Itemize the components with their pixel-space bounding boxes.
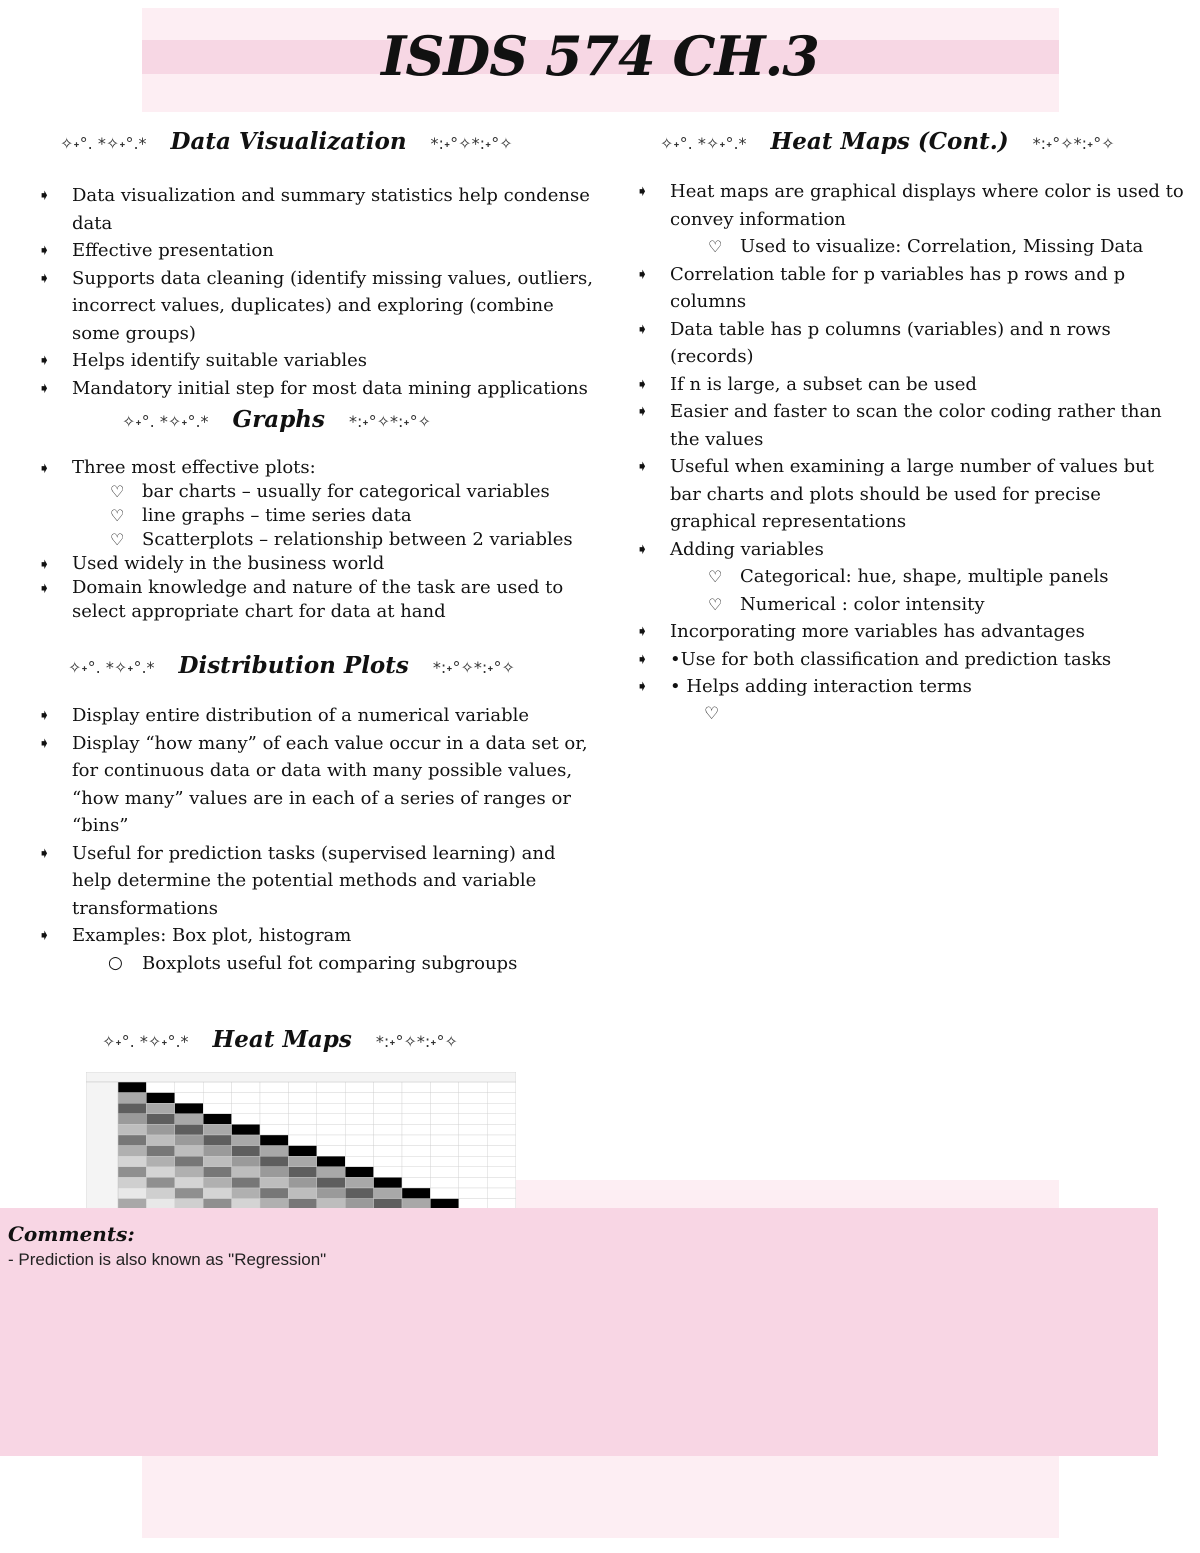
list-item: ➧ Mandatory initial step for most data mining applications: [38, 375, 598, 403]
decor-left: ✧˖°. *✧˖°.*: [660, 134, 747, 153]
heading-distribution-plots: [68, 652, 515, 679]
heatmap-cell: [118, 1124, 146, 1135]
heatmap-cell: [288, 1135, 316, 1146]
heatmap-cell: [232, 1103, 260, 1114]
heatmap-cell: [232, 1082, 260, 1093]
heatmap-cell: [487, 1177, 515, 1188]
heatmap-cell: [146, 1188, 174, 1199]
heatmap-cell: [402, 1124, 430, 1135]
heatmap-cell: [203, 1124, 231, 1135]
heatmap-cell: [175, 1135, 203, 1146]
heatmap-cell: [118, 1114, 146, 1125]
section-title: Data Visualization: [170, 128, 407, 155]
arrow-bullet-icon: ➧: [636, 182, 649, 200]
heatmap-cell: [430, 1114, 458, 1125]
heatmap-cell: [317, 1188, 345, 1199]
heatmap-cell: [430, 1156, 458, 1167]
comments-text: - Prediction is also known as "Regression": [8, 1250, 327, 1269]
heatmap-cell: [345, 1177, 373, 1188]
heatmap-cell: [146, 1114, 174, 1125]
heatmap-cell: [203, 1103, 231, 1114]
arrow-bullet-icon: ➧: [38, 351, 51, 369]
list-item: ➧ Display “how many” of each value occur in a data set or, for continuous data or data with many possible values, “how many” values are in each of a series of ranges or “bins”: [38, 730, 588, 840]
graphs-list: [38, 456, 608, 624]
heatmap-cell: [146, 1082, 174, 1093]
heatmap-cell: [203, 1082, 231, 1093]
heatmap-cell: [430, 1082, 458, 1093]
heatmap-cell: [118, 1156, 146, 1167]
decor-right: *:˖°✧*:˖°✧: [1032, 134, 1115, 153]
heatmap-cell: [402, 1177, 430, 1188]
list-item: ♡ Categorical: hue, shape, multiple panels: [636, 563, 1184, 591]
heatmap-cell: [260, 1114, 288, 1125]
heatmap-diagonal-cell: [317, 1156, 345, 1167]
heatmap-cell: [430, 1124, 458, 1135]
heading-heat-maps-cont: [660, 128, 1115, 155]
heatmap-cell: [345, 1124, 373, 1135]
heatmap-cell: [374, 1114, 402, 1125]
heatmap-cell: [288, 1177, 316, 1188]
heatmap-header-row: [86, 1072, 516, 1082]
heatmap-cell: [203, 1188, 231, 1199]
section-title: Heat Maps: [212, 1026, 352, 1053]
arrow-bullet-icon: ➧: [38, 378, 51, 397]
heatmap-cell: [402, 1135, 430, 1146]
decor-left: ✧˖°. *✧˖°.*: [68, 658, 155, 677]
heatmap-cell: [402, 1156, 430, 1167]
section-title: Heat Maps (Cont.): [770, 128, 1009, 155]
list-item: ➧ Helps identify suitable variables: [38, 347, 598, 375]
heatmap-cell: [260, 1167, 288, 1178]
list-item: ➧ Useful for prediction tasks (supervised learning) and help determine the potential methods and variable transformations: [38, 840, 588, 923]
heatmap-cell: [175, 1082, 203, 1093]
list-item: ➧ Useful when examining a large number of values but bar charts and plots should be used for precise graphical representations: [636, 453, 1184, 536]
heatmap-cell: [260, 1082, 288, 1093]
heatmap-diagonal-cell: [175, 1103, 203, 1114]
heatmap-cell: [317, 1146, 345, 1157]
heatmap-cell: [288, 1167, 316, 1178]
list-item: ♡ line graphs – time series data: [110, 505, 412, 526]
arrow-bullet-icon: ➧: [38, 555, 51, 573]
arrow-bullet-icon: ➧: [38, 706, 51, 724]
heatmap-cell: [232, 1167, 260, 1178]
list-item: ➧ Domain knowledge and nature of the task are used to select appropriate chart for data at hand: [38, 577, 564, 622]
list-item: ➧ If n is large, a subset can be used: [636, 371, 1184, 399]
heatmap-diagonal-cell: [118, 1082, 146, 1093]
section-title: Graphs: [232, 406, 325, 433]
heatmap-cell: [487, 1114, 515, 1125]
heatmap-cell: [203, 1093, 231, 1104]
heatmap-cell: [317, 1167, 345, 1178]
heatmap-diagonal-cell: [203, 1114, 231, 1125]
list-item: ➧ Easier and faster to scan the color coding rather than the values: [636, 398, 1184, 453]
heatmap-cell: [317, 1093, 345, 1104]
heatmap-cell: [345, 1146, 373, 1157]
heatmap-cell: [203, 1146, 231, 1157]
heatmap-cell: [232, 1188, 260, 1199]
heatmap-diagonal-cell: [345, 1167, 373, 1178]
heatmap-cell: [317, 1135, 345, 1146]
list-item: ➧ Incorporating more variables has advantages: [636, 618, 1184, 646]
list-item: ♡ Numerical : color intensity: [636, 591, 1184, 619]
heatmap-cell: [374, 1124, 402, 1135]
data-visualization-list: [38, 182, 598, 402]
heatmap-cell: [317, 1103, 345, 1114]
heatmap-cell: [430, 1188, 458, 1199]
heatmap-cell: [459, 1146, 487, 1157]
heatmap-cell: [203, 1135, 231, 1146]
heatmap-diagonal-cell: [260, 1135, 288, 1146]
heatmap-cell: [345, 1188, 373, 1199]
list-item: ➧ Adding variables: [636, 536, 1184, 564]
heatmap-cell: [260, 1177, 288, 1188]
heatmap-cell: [345, 1103, 373, 1114]
distribution-list: [38, 702, 588, 977]
arrow-bullet-icon: ➧: [636, 374, 649, 393]
comments-label: Comments:: [8, 1222, 135, 1246]
heart-outline-icon: ♡: [704, 704, 720, 724]
list-item: ➧ Heat maps are graphical displays where color is used to convey information: [636, 178, 1184, 233]
heatmap-cell: [146, 1124, 174, 1135]
heatmap-cell: [232, 1093, 260, 1104]
correlation-heatmap-image: [86, 1072, 516, 1230]
heatmap-cell: [317, 1177, 345, 1188]
heatmap-cell: [317, 1124, 345, 1135]
heatmap-cell: [374, 1167, 402, 1178]
heatmap-cell: [118, 1177, 146, 1188]
heatmap-cell: [288, 1156, 316, 1167]
heatmap-cell: [459, 1156, 487, 1167]
arrow-bullet-icon: ➧: [636, 649, 649, 668]
list-item: ➧ •Use for both classification and prediction tasks: [636, 646, 1184, 674]
heatmap-cell: [118, 1188, 146, 1199]
decor-left: ✧˖°. *✧˖°.*: [60, 134, 147, 153]
list-item: ♡ Used to visualize: Correlation, Missing Data: [636, 233, 1184, 261]
heatmap-cell: [317, 1082, 345, 1093]
heading-heat-maps: [102, 1026, 458, 1053]
heatmap-cell: [459, 1124, 487, 1135]
heatmap-cell: [146, 1177, 174, 1188]
heatmap-cell: [374, 1103, 402, 1114]
heatmap-cell: [232, 1146, 260, 1157]
heatmap-cell: [402, 1093, 430, 1104]
heatmap-cell: [430, 1167, 458, 1178]
heatmap-cell: [402, 1082, 430, 1093]
heart-outline-icon: ♡: [110, 506, 125, 525]
heart-outline-icon: ♡: [708, 567, 723, 586]
heat-maps-cont-list: [636, 178, 1184, 701]
heatmap-cell: [459, 1103, 487, 1114]
arrow-bullet-icon: ➧: [38, 579, 51, 597]
heatmap-cell: [459, 1188, 487, 1199]
heatmap-cell: [175, 1167, 203, 1178]
heatmap-cell: [430, 1103, 458, 1114]
arrow-bullet-icon: ➧: [636, 622, 649, 640]
page-title: ISDS 574 CH.3: [381, 24, 819, 88]
heatmap-cell: [146, 1146, 174, 1157]
heatmap-cell: [260, 1156, 288, 1167]
heatmap-cell: [345, 1114, 373, 1125]
heatmap-cell: [345, 1135, 373, 1146]
heatmap-cell: [260, 1146, 288, 1157]
heatmap-cell: [260, 1124, 288, 1135]
arrow-bullet-icon: ➧: [38, 459, 51, 477]
list-item: ➧ Three most effective plots:: [38, 457, 316, 478]
arrow-bullet-icon: ➧: [38, 241, 51, 259]
heatmap-cell: [232, 1177, 260, 1188]
heatmap-cell: [203, 1177, 231, 1188]
list-item: ➧ Data table has p columns (variables) and n rows (records): [636, 316, 1184, 371]
list-item: ➧ Data visualization and summary statistics help condense data: [38, 182, 598, 237]
heatmap-cell: [175, 1156, 203, 1167]
arrow-bullet-icon: ➧: [636, 457, 649, 475]
list-item: ➧ Supports data cleaning (identify missing values, outliers, incorrect values, duplicates) and exploring (combine some groups): [38, 265, 598, 348]
heatmap-cell: [288, 1124, 316, 1135]
heatmap-cell: [430, 1146, 458, 1157]
heatmap-cell: [260, 1103, 288, 1114]
heatmap-cell: [175, 1188, 203, 1199]
heatmap-cell: [232, 1135, 260, 1146]
heatmap-cell: [118, 1103, 146, 1114]
heatmap-diagonal-cell: [402, 1188, 430, 1199]
arrow-bullet-icon: ➧: [38, 268, 51, 287]
arrow-bullet-icon: ➧: [38, 843, 51, 862]
arrow-bullet-icon: ➧: [636, 319, 649, 338]
heatmap-diagonal-cell: [232, 1124, 260, 1135]
heatmap-cell: [317, 1114, 345, 1125]
heatmap-cell: [402, 1103, 430, 1114]
arrow-bullet-icon: ➧: [636, 539, 649, 558]
heatmap-cell: [146, 1103, 174, 1114]
heatmap-cell: [487, 1082, 515, 1093]
heatmap-cell: [146, 1135, 174, 1146]
heatmap-cell: [459, 1177, 487, 1188]
heatmap-cell: [232, 1156, 260, 1167]
heatmap-cell: [374, 1156, 402, 1167]
heatmap-cell: [118, 1093, 146, 1104]
heatmap-cell: [374, 1146, 402, 1157]
heatmap-cell: [146, 1156, 174, 1167]
heatmap-cell: [430, 1135, 458, 1146]
heatmap-cell: [260, 1093, 288, 1104]
heatmap-cell: [487, 1156, 515, 1167]
heading-graphs: [122, 406, 431, 433]
heatmap-cell: [175, 1124, 203, 1135]
list-item: ➧ Correlation table for p variables has p rows and p columns: [636, 261, 1184, 316]
hollow-circle-icon: ○: [108, 952, 123, 973]
heatmap-cell: [430, 1177, 458, 1188]
heatmap-cell: [288, 1103, 316, 1114]
heatmap-cell: [175, 1146, 203, 1157]
heatmap-cell: [260, 1188, 288, 1199]
heatmap-cell: [459, 1167, 487, 1178]
heatmap-cell: [374, 1135, 402, 1146]
arrow-bullet-icon: ➧: [636, 677, 649, 695]
heatmap-cell: [374, 1093, 402, 1104]
heatmap-cell: [203, 1167, 231, 1178]
heatmap-cell: [288, 1188, 316, 1199]
list-item: ○ Boxplots useful fot comparing subgroups: [38, 950, 588, 978]
heatmap-diagonal-cell: [288, 1146, 316, 1157]
heatmap-cell: [487, 1103, 515, 1114]
comments-box: [0, 1208, 1158, 1456]
heart-outline-icon: ♡: [708, 594, 723, 614]
heart-outline-icon: ♡: [110, 530, 125, 549]
heading-data-visualization: [60, 128, 513, 155]
heatmap-cell: [146, 1167, 174, 1178]
heatmap-cell: [459, 1093, 487, 1104]
list-item: ♡ bar charts – usually for categorical variables: [110, 481, 550, 502]
heatmap-cell: [288, 1082, 316, 1093]
heatmap-cell: [203, 1156, 231, 1167]
arrow-bullet-icon: ➧: [38, 733, 51, 752]
section-title: Distribution Plots: [178, 652, 409, 679]
list-item: ➧ Examples: Box plot, histogram: [38, 922, 588, 950]
heatmap-cell: [402, 1167, 430, 1178]
heatmap-cell: [118, 1135, 146, 1146]
decor-left: ✧˖°. *✧˖°.*: [102, 1032, 189, 1051]
heart-outline-icon: ♡: [708, 237, 723, 256]
decor-right: *:˖°✧*:˖°✧: [348, 412, 432, 431]
heatmap-cell: [459, 1082, 487, 1093]
heatmap-diagonal-cell: [374, 1177, 402, 1188]
arrow-bullet-icon: ➧: [38, 926, 51, 944]
list-item: ➧ Used widely in the business world: [38, 553, 385, 574]
heatmap-cell: [487, 1167, 515, 1178]
decor-right: *:˖°✧*:˖°✧: [430, 134, 513, 153]
heatmap-cell: [118, 1146, 146, 1157]
heatmap-cell: [288, 1114, 316, 1125]
heatmap-cell: [487, 1135, 515, 1146]
decor-right: *:˖°✧*:˖°✧: [432, 658, 515, 677]
heatmap-cell: [288, 1093, 316, 1104]
heatmap-cell: [345, 1082, 373, 1093]
arrow-bullet-icon: ➧: [636, 402, 649, 420]
heatmap-cell: [487, 1124, 515, 1135]
heatmap-cell: [459, 1135, 487, 1146]
heatmap-graphic: [86, 1072, 516, 1230]
heart-outline-icon: ♡: [110, 482, 125, 501]
heatmap-cell: [345, 1093, 373, 1104]
heatmap-cell: [402, 1146, 430, 1157]
heatmap-cell: [345, 1156, 373, 1167]
heatmap-cell: [430, 1093, 458, 1104]
heatmap-cell: [118, 1167, 146, 1178]
heatmap-cell: [232, 1114, 260, 1125]
list-item: ➧ Display entire distribution of a numerical variable: [38, 702, 588, 730]
decor-left: ✧˖°. *✧˖°.*: [122, 412, 209, 431]
list-item: ➧ Effective presentation: [38, 237, 598, 265]
heatmap-diagonal-cell: [146, 1093, 174, 1104]
heatmap-cell: [459, 1114, 487, 1125]
heatmap-cell: [487, 1093, 515, 1104]
heatmap-cell: [175, 1177, 203, 1188]
list-item: ➧ • Helps adding interaction terms: [636, 673, 1184, 701]
heatmap-cell: [175, 1093, 203, 1104]
list-item: ♡ Scatterplots – relationship between 2 variables: [110, 529, 573, 550]
heatmap-cell: [487, 1188, 515, 1199]
decor-right: *:˖°✧*:˖°✧: [375, 1032, 458, 1051]
heatmap-cell: [374, 1082, 402, 1093]
heatmap-cell: [374, 1188, 402, 1199]
heatmap-cell: [402, 1114, 430, 1125]
arrow-bullet-icon: ➧: [38, 186, 51, 204]
heatmap-cell: [175, 1114, 203, 1125]
arrow-bullet-icon: ➧: [636, 264, 649, 283]
heatmap-cell: [487, 1146, 515, 1157]
